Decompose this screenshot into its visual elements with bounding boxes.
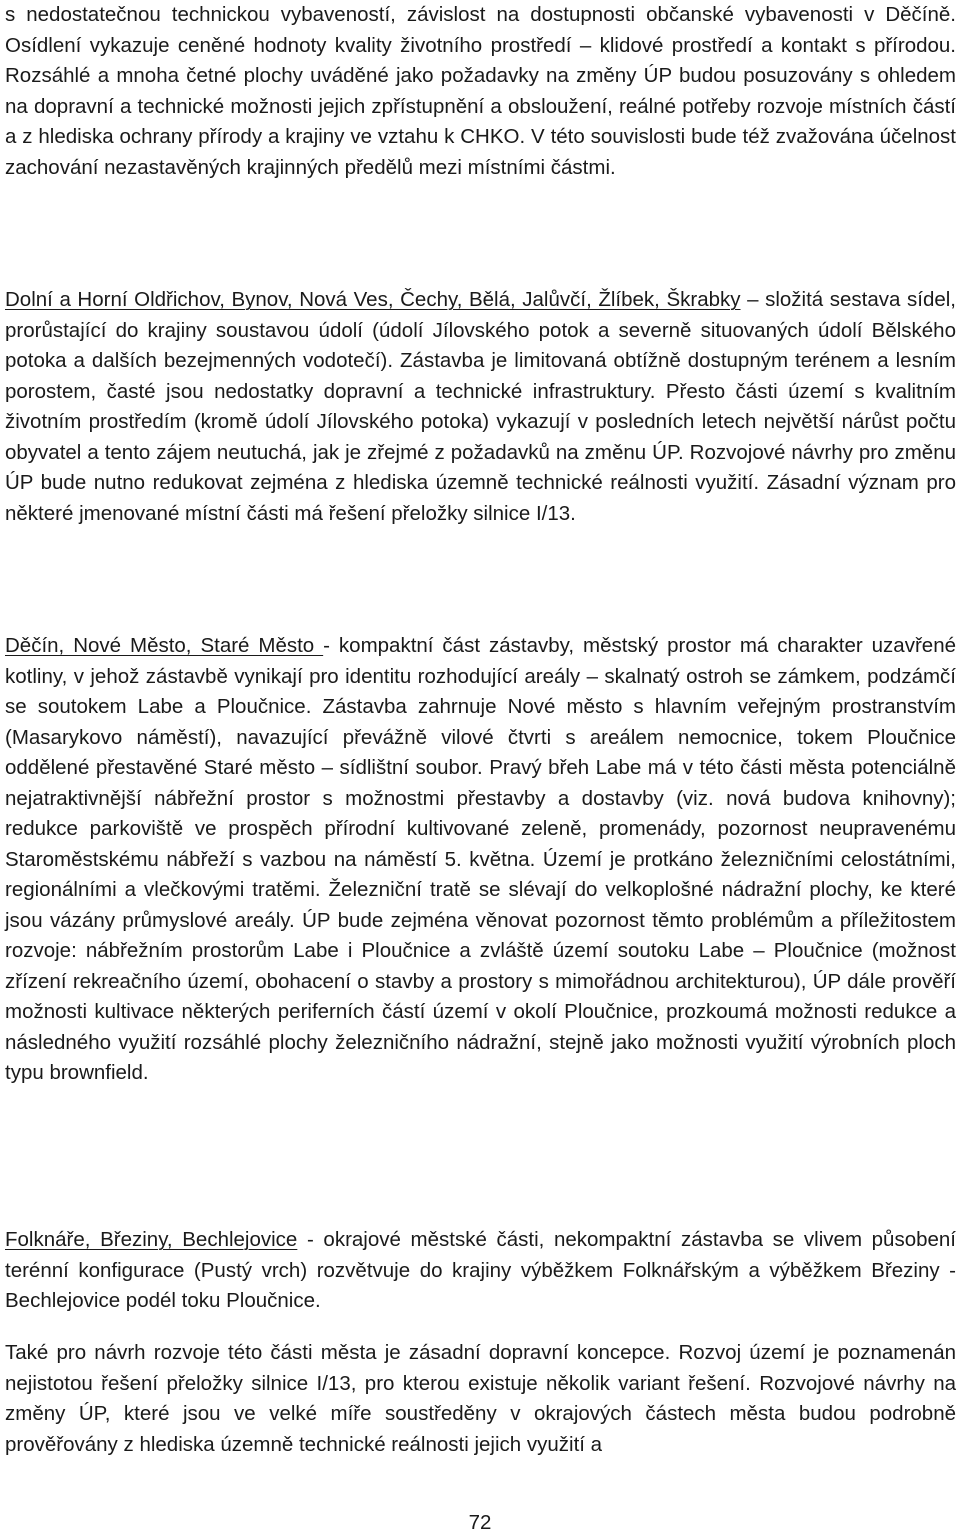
paragraph-text: - okrajové městské části, nekompaktní zástavba se vlivem působení terénní konfigurace (Pustý vrch) rozvětvuje do krajiny výběžkem Folknářským a výběžkem Březiny - Bechlejovice podél toku Ploučnice. [5, 1228, 957, 1312]
paragraph-text: - kompaktní část zástavby, městský prostor má charakter uzavřené kotliny, v jehož zástavbě vynikají pro identitu rozhodující areály – skalnatý ostroh se zámkem, podzámčí se soutokem Labe a Ploučnice. Zástavba zahrnuje Nové město s hlavním veřejným prostranstvím (Masarykovo náměstí), navazující převážně vilové čtvrti s areálem nemocnice, tokem Ploučnice oddělené přestavěné Staré město – sídlištní soubor. Pravý břeh Labe má v této části města potenciálně nejatraktivnější nábřežní prostor s možnostmi přestavby a dostavby (viz. nová budova knihovny); redukce parkoviště ve prospěch přírodní kultivované zeleně, promenády, pozornost neupravenému Staroměstskému nábřeží s vazbou na náměstí 5. května. Území je protkáno železničními celostátními, regionálními a vlečkovými tratěmi. Železniční tratě se slévají do velkoplošné nádražní plochy, ke které jsou vázány průmyslové areály. ÚP bude zejména věnovat pozornost těmto problémům a příležitostem rozvoje: nábřežním prostorům Labe i Ploučnice a zvláště území soutoku Labe – Ploučnice (možnost zřízení rekreačního území, obohacení o stavby a prostory s mimořádnou architekturou), ÚP dále prověří možnosti kultivace některých periferních částí území v okolí Ploučnice, prozkoumá možnosti redukce a následného využití rozsáhlé plochy železničního nádražní, stejně jako možnosti využití výrobních ploch typu brownfield. [5, 634, 956, 1084]
page-number: 72 [468, 1511, 492, 1534]
paragraph-heading: Děčín, Nové Město, Staré Město [5, 634, 324, 657]
paragraph-text: s nedostatečnou technickou vybaveností, závislost na dostupnosti občanské vybavenosti v Děčíně. Osídlení vykazuje ceněné hodnoty kvality životního prostředí – klidové prostředí a kontakt s přírodou. Rozsáhlé a mnoha četné plochy uváděné jako požadavky na změny ÚP budou posuzovány s ohledem na dopravní a technické možnosti jejich zpřístupnění a obsloužení, reálné potřeby rozvoje místních částí a z hlediska ochrany přírody a krajiny ve vztahu k CHKO. V této souvislosti bude též zvažována účelnost zachování nezastavěných krajinných předělů mezi místními částmi. [5, 3, 956, 179]
paragraph-text: – složitá sestava sídel, prorůstající do krajiny soustavou údolí (údolí Jílovského potok a severně situovaných údolí Bělského potoka a dalších bezejmenných vodotečí). Zástavba je limitovaná obtížně dostupným terénem a lesním porostem, časté jsou nedostatky dopravní a technické infrastruktury. Přesto části území s kvalitním životním prostředím (kromě údolí Jílovského potoka) vykazují v posledních letech největší nárůst počtu obyvatel a tento zájem neutuchá, jak je zřejmé z požadavků na změnu ÚP. Rozvojové návrhy pro změnu ÚP bude nutno redukovat zejména z hlediska územně technické reálnosti využití. Zásadní význam pro některé jmenované místní části má řešení přeložky silnice I/13. [5, 288, 956, 525]
paragraph-decin-center [5, 631, 956, 1089]
paragraph-text: Také pro návrh rozvoje této části města je zásadní dopravní koncepce. Rozvoj území je poznamenán nejistotou řešení přeložky silnice I/13, pro kterou existuje několik variant řešení. Rozvojové návrhy na změny ÚP, které jsou ve velké míře soustředěny v okrajových částech města budou podrobně prověřovány z hlediska územně technické reálnosti jejich využití a [5, 1341, 956, 1456]
paragraph-folknare-breziny [5, 1225, 956, 1317]
paragraph-oldrichov-bynov [5, 285, 956, 529]
paragraph-heading: Folknáře, Březiny, Bechlejovice [5, 1228, 298, 1251]
paragraph-continuation [5, 0, 956, 183]
paragraph-transport-concept [5, 1338, 956, 1460]
paragraph-heading: Dolní a Horní Oldřichov, Bynov, Nová Ves, Čechy, Bělá, Jalůvčí, Žlíbek, Škrabky [5, 288, 741, 311]
